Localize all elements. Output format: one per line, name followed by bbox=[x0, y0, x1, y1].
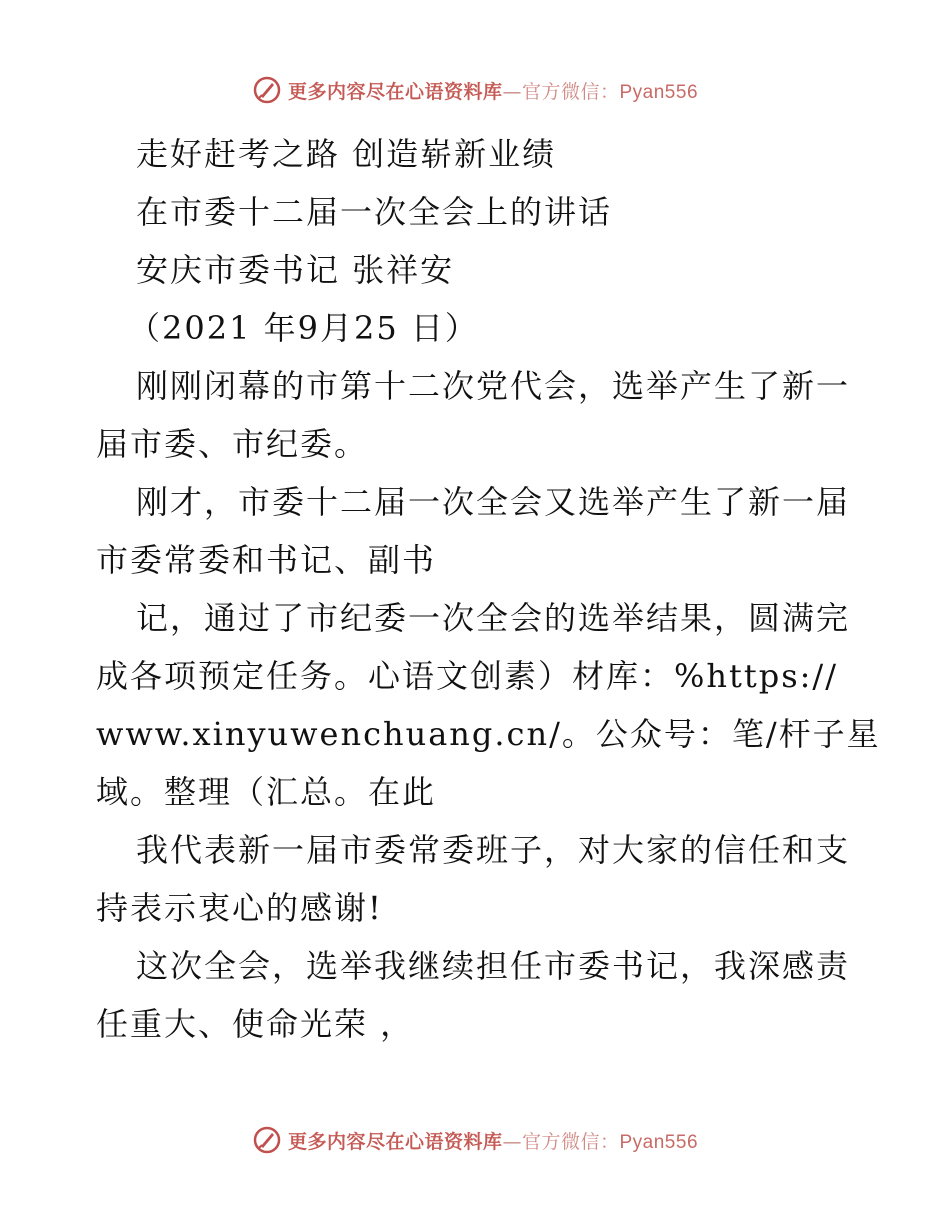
paragraph-3-line-1: 记，通过了市纪委一次全会的选举结果，圆满完 bbox=[136, 599, 851, 637]
quill-logo-icon bbox=[252, 1125, 282, 1155]
watermark-dash: — bbox=[502, 1130, 522, 1153]
footer-watermark bbox=[0, 1122, 950, 1158]
watermark-site-text: 更多内容尽在心语资料库 bbox=[287, 1130, 503, 1153]
watermark-official-label: 官方微信： bbox=[521, 80, 620, 103]
document-author: 安庆市委书记 张祥安 bbox=[136, 251, 455, 289]
paragraph-4-line-2: 持表示衷心的感谢! bbox=[96, 889, 383, 927]
document-title: 走好赶考之路 创造崭新业绩 bbox=[136, 135, 557, 173]
watermark-text bbox=[288, 77, 698, 104]
watermark-dash: — bbox=[502, 80, 522, 103]
document-date: （2021 年9月25 日） bbox=[128, 309, 479, 347]
document-body bbox=[96, 125, 881, 1053]
paragraph-1-line-2: 届市委、市纪委。 bbox=[96, 425, 369, 463]
paragraph-3-line-4: 域。整理（汇总。在此 bbox=[96, 773, 437, 811]
paragraph-2-line-1: 刚才，市委十二届一次全会又选举产生了新一届 bbox=[136, 483, 851, 521]
paragraph-3-line-3: www.xinyuwenchuang.cn/。公众号：笔/杆子星 bbox=[96, 715, 881, 753]
watermark-handle: Pyan556 bbox=[619, 1131, 699, 1153]
document-subtitle: 在市委十二届一次全会上的讲话 bbox=[136, 193, 613, 231]
paragraph-2-line-2: 市委常委和书记、副书 bbox=[96, 541, 437, 579]
paragraph-4-line-1: 我代表新一届市委常委班子，对大家的信任和支 bbox=[136, 831, 851, 869]
watermark-site-text: 更多内容尽在心语资料库 bbox=[287, 80, 503, 103]
watermark-text bbox=[288, 1127, 698, 1154]
paragraph-3-line-2: 成各项预定任务。心语文创素）材库：%https:// bbox=[96, 657, 838, 695]
paragraph-1-line-1: 刚刚闭幕的市第十二次党代会，选举产生了新一 bbox=[136, 367, 851, 405]
paragraph-5-line-2: 任重大、使命光荣 ， bbox=[96, 1005, 415, 1043]
watermark-handle: Pyan556 bbox=[619, 81, 699, 103]
paragraph-5-line-1: 这次全会，选举我继续担任市委书记，我深感责 bbox=[136, 947, 851, 985]
watermark-official-label: 官方微信： bbox=[521, 1130, 620, 1153]
quill-logo-icon bbox=[252, 75, 282, 105]
header-watermark bbox=[0, 72, 950, 108]
